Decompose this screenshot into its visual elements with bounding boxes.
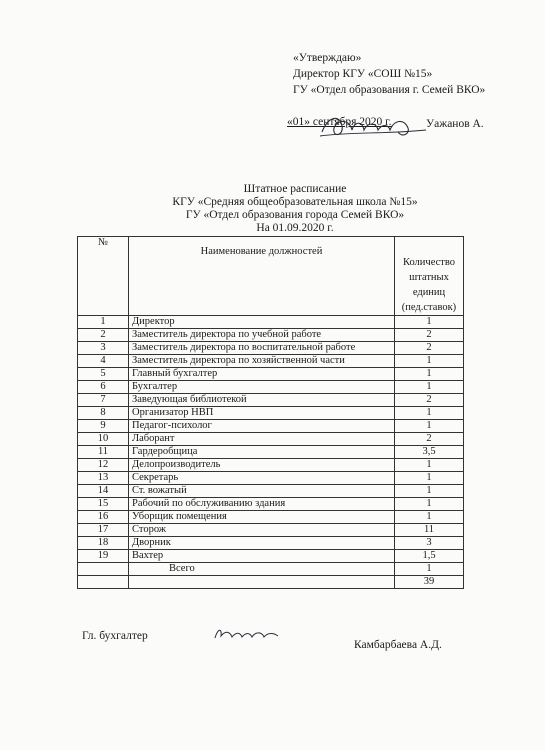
table-row — [78, 550, 464, 563]
row-quantity: 1 — [395, 420, 464, 433]
table-row — [78, 524, 464, 537]
table-row — [78, 459, 464, 472]
row-quantity: 11 — [395, 524, 464, 537]
approval-date: «01» сентября 2020 г. — [287, 116, 392, 128]
row-position: Заместитель директора по хозяйственной части — [129, 355, 395, 368]
document-title — [150, 183, 440, 235]
table-row — [78, 485, 464, 498]
row-position: Организатор НВП — [129, 407, 395, 420]
table-row — [78, 368, 464, 381]
table-row — [78, 472, 464, 485]
table-row — [78, 446, 464, 459]
row-quantity: 1 — [395, 355, 464, 368]
total-value: 39 — [395, 576, 464, 589]
row-num: 11 — [78, 446, 129, 459]
title-line-4: На 01.09.2020 г. — [256, 222, 334, 234]
row-num: 18 — [78, 537, 129, 550]
row-position: Заместитель директора по учебной работе — [129, 329, 395, 342]
row-num: 5 — [78, 368, 129, 381]
row-position: Главный бухгалтер — [129, 368, 395, 381]
row-position: Ст. вожатый — [129, 485, 395, 498]
title-line-2: КГУ «Средняя общеобразовательная школа №15» — [172, 196, 418, 208]
row-quantity: 2 — [395, 394, 464, 407]
row-num: 6 — [78, 381, 129, 394]
row-num: 9 — [78, 420, 129, 433]
row-position: Заведующая библиотекой — [129, 394, 395, 407]
row-quantity: 3 — [395, 537, 464, 550]
row-position: Рабочий по обслуживанию здания — [129, 498, 395, 511]
total-label: Всего — [129, 563, 395, 576]
table-row — [78, 316, 464, 329]
row-position: Директор — [129, 316, 395, 329]
total-value-row — [78, 576, 464, 589]
row-num: 15 — [78, 498, 129, 511]
row-quantity: 1 — [395, 459, 464, 472]
row-quantity: 1 — [395, 407, 464, 420]
approval-line-1: «Утверждаю» — [293, 52, 362, 64]
table-row — [78, 355, 464, 368]
row-position: Секретарь — [129, 472, 395, 485]
approver-name: Уажанов А. — [426, 118, 484, 130]
row-quantity: 1,5 — [395, 550, 464, 563]
row-quantity: 3,5 — [395, 446, 464, 459]
row-num: 3 — [78, 342, 129, 355]
table-row — [78, 407, 464, 420]
row-position: Заместитель директора по воспитательной работе — [129, 342, 395, 355]
header-position: Наименование должностей — [129, 237, 395, 316]
signer-name: Камбарбаева А.Д. — [354, 639, 442, 651]
row-position: Уборщик помещения — [129, 511, 395, 524]
row-position: Бухгалтер — [129, 381, 395, 394]
title-line-1: Штатное расписание — [243, 183, 347, 195]
table-row — [78, 433, 464, 446]
row-quantity: 1 — [395, 485, 464, 498]
accountant-signature — [212, 624, 282, 644]
table-row — [78, 342, 464, 355]
row-num: 12 — [78, 459, 129, 472]
director-signature — [318, 110, 428, 142]
row-position: Лаборант — [129, 433, 395, 446]
row-quantity: 2 — [395, 342, 464, 355]
table-row — [78, 498, 464, 511]
row-quantity: 1 — [395, 511, 464, 524]
total-extra: 1 — [395, 563, 464, 576]
row-position: Педагог-психолог — [129, 420, 395, 433]
row-position: Сторож — [129, 524, 395, 537]
table-row — [78, 329, 464, 342]
chief-accountant-label: Гл. бухгалтер — [82, 630, 148, 642]
row-num: 7 — [78, 394, 129, 407]
row-num: 4 — [78, 355, 129, 368]
row-num: 16 — [78, 511, 129, 524]
row-num: 19 — [78, 550, 129, 563]
table-row — [78, 394, 464, 407]
row-position: Дворник — [129, 537, 395, 550]
header-quantity: Количество штатных единиц (пед.ставок) — [395, 237, 464, 316]
row-num: 13 — [78, 472, 129, 485]
total-row — [78, 563, 464, 576]
row-num: 14 — [78, 485, 129, 498]
row-position: Вахтер — [129, 550, 395, 563]
row-quantity: 1 — [395, 381, 464, 394]
row-quantity: 1 — [395, 498, 464, 511]
row-quantity: 1 — [395, 316, 464, 329]
row-quantity: 1 — [395, 368, 464, 381]
table-row — [78, 420, 464, 433]
table-row — [78, 537, 464, 550]
row-num: 8 — [78, 407, 129, 420]
row-num: 1 — [78, 316, 129, 329]
title-line-3: ГУ «Отдел образования города Семей ВКО» — [185, 209, 405, 221]
row-num: 17 — [78, 524, 129, 537]
row-quantity: 2 — [395, 433, 464, 446]
row-num: 10 — [78, 433, 129, 446]
table-row — [78, 511, 464, 524]
table-row — [78, 381, 464, 394]
approval-line-3: ГУ «Отдел образования г. Семей ВКО» — [293, 84, 486, 96]
row-quantity: 1 — [395, 472, 464, 485]
row-position: Делопроизводитель — [129, 459, 395, 472]
row-quantity: 2 — [395, 329, 464, 342]
row-position: Гардеробщица — [129, 446, 395, 459]
header-num: № — [78, 237, 129, 316]
approval-line-2: Директор КГУ «СОШ №15» — [293, 68, 433, 80]
staff-table — [77, 236, 464, 589]
row-num: 2 — [78, 329, 129, 342]
